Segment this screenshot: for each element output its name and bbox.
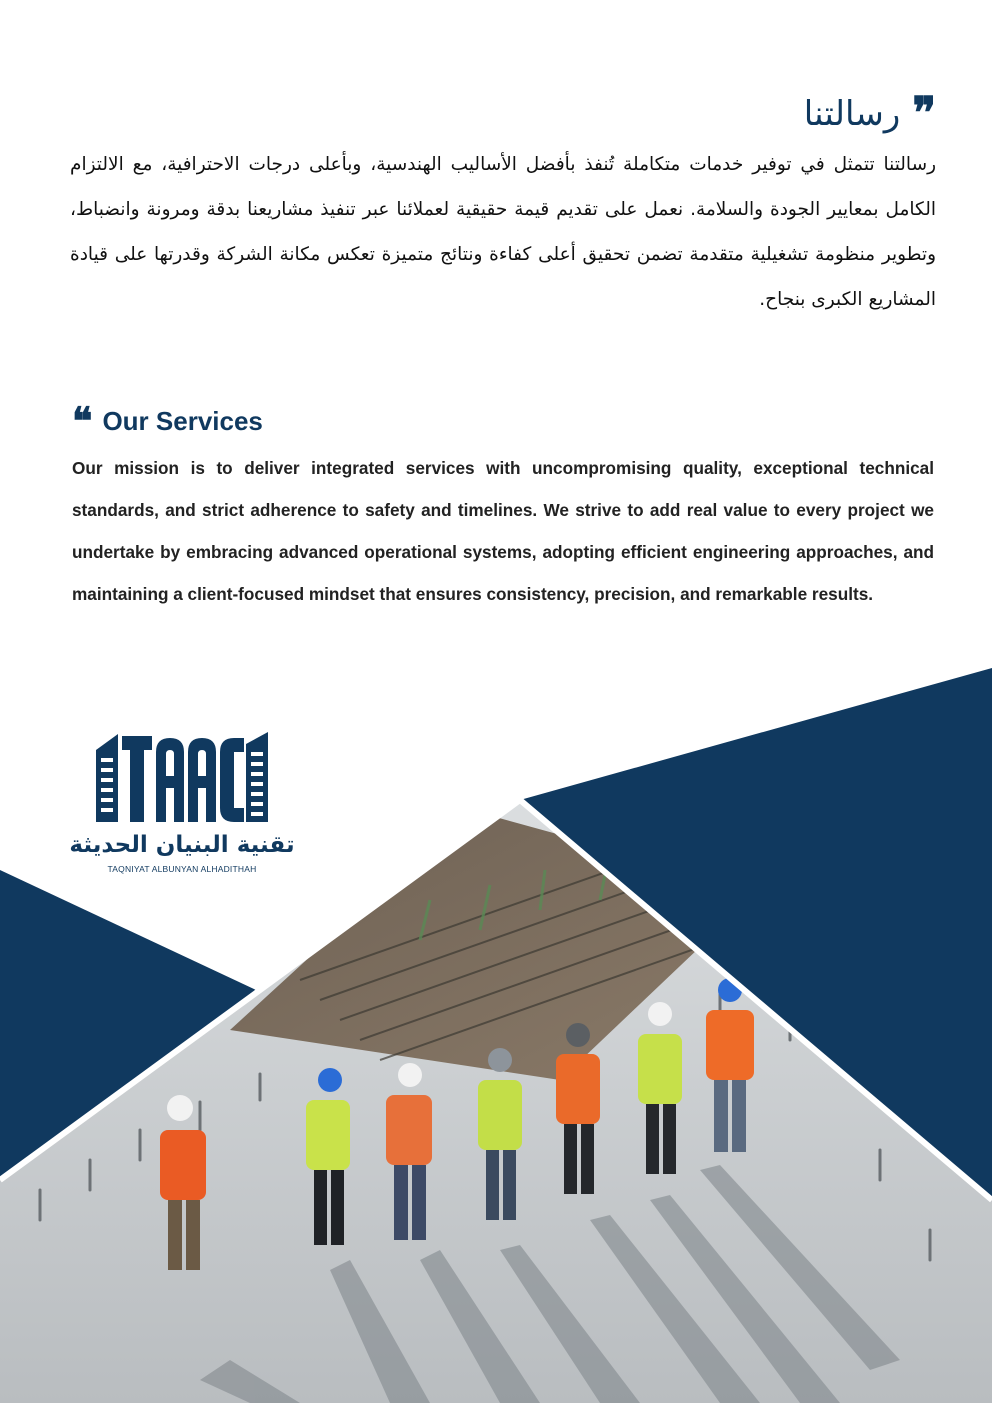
logo-english-name: TAQNIYAT ALBUNYAN ALHADITHAH (107, 864, 257, 874)
english-mission-paragraph: Our mission is to deliver integrated services with uncompromising quality, exceptional technical standards, and strict adherence to safety and timelines. We strive to add real value to every project we undertake by embracing advanced operational systems, adopting efficient engineering approaches, and maintaining a client-focused mindset that ensures consistency, precision, and remarkable results. (72, 458, 934, 604)
closing-quote-icon: ❞ (912, 88, 936, 139)
logo-arabic-name: تقنية البنيان الحديثة (69, 832, 295, 858)
arabic-heading-text: رسالتنا (803, 94, 901, 134)
english-heading (72, 398, 263, 443)
english-heading-text: Our Services (102, 405, 263, 436)
opening-quote-icon: ❝ (72, 398, 93, 443)
arabic-heading (803, 88, 936, 139)
arabic-mission-paragraph: رسالتنا تتمثل في توفير خدمات متكاملة تُنفذ بأفضل الأساليب الهندسية، وبأعلى درجات الاحترافية، مع الالتزام الكامل بمعايير الجودة والسلامة. نعمل على تقديم قيمة حقيقية لعملائنا عبر تنفيذ مشاريعنا بدقة ومرونة وانضباط، وتطوير منظومة تشغيلية متقدمة تضمن تحقيق أعلى كفاءة ونتائج متميزة تعكس مكانة الشركة وقدرتها على قيادة المشاريع الكبرى بنجاح. (70, 154, 936, 310)
company-logo (62, 730, 302, 874)
taac-logo-mark (92, 730, 272, 824)
